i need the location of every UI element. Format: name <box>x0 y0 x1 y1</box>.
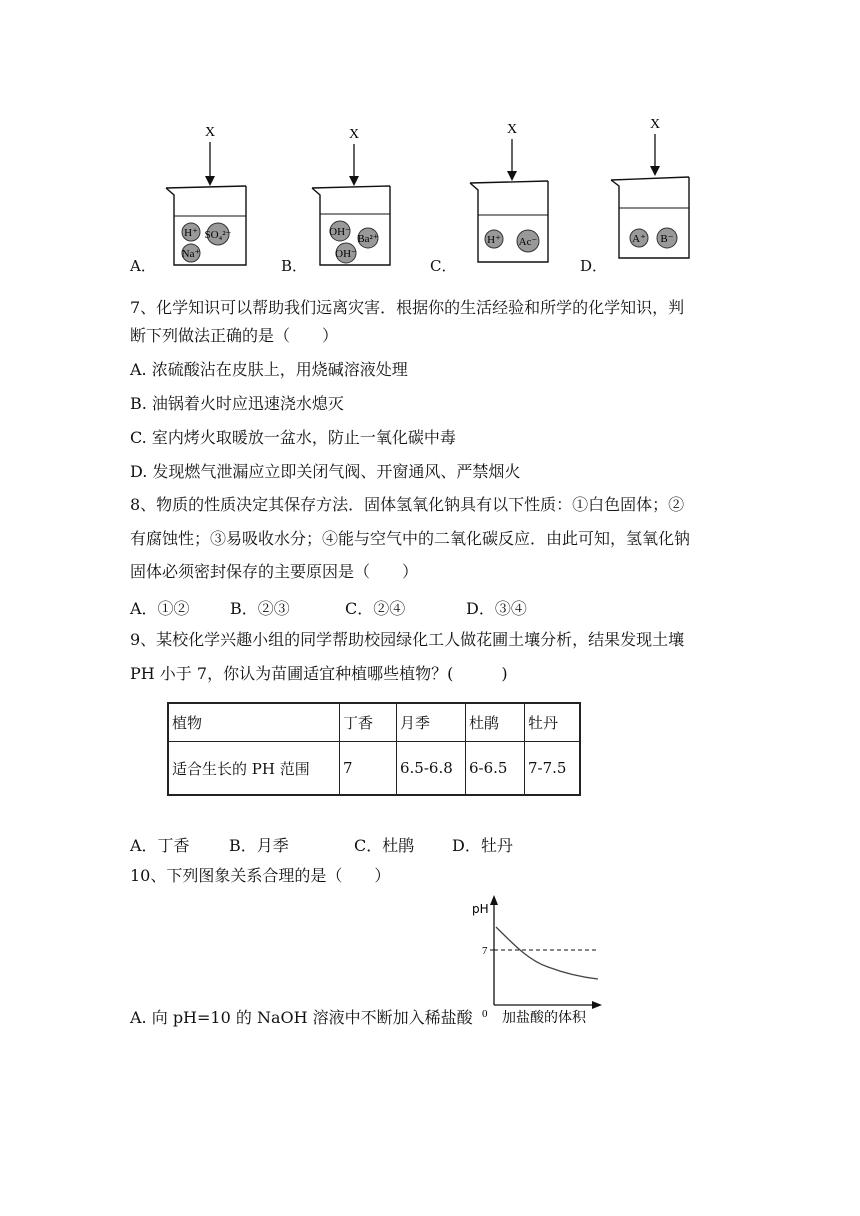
reagent-x-label: X <box>204 125 216 140</box>
q9-option-c: C．杜鹃 <box>354 836 415 855</box>
q10-option-a: A. 向 pH=10 的 NaOH 溶液中不断加入稀盐酸 <box>130 1008 473 1027</box>
ph-titration-graph <box>468 895 608 1030</box>
q8-stem-line3: 固体必须密封保存的主要原因是（ ） <box>130 562 419 581</box>
q6-beaker-d <box>607 110 707 260</box>
ref-tick-label: 7 <box>482 945 488 957</box>
table-row <box>168 742 580 796</box>
q7-option-a: A. 浓硫酸沾在皮肤上，用烧碱溶液处理 <box>130 360 408 379</box>
q6-beaker-a <box>160 120 260 275</box>
q7-option-d: D. 发现燃气泄漏应立即关闭气阀、开窗通风、严禁烟火 <box>130 462 521 481</box>
q7-stem-line2: 断下列做法正确的是（ ） <box>130 326 339 345</box>
origin-label: 0 <box>482 1008 488 1020</box>
q9-stem-line1: 9、某校化学兴趣小组的同学帮助校园绿化工人做花圃土壤分析，结果发现土壤 <box>130 630 685 649</box>
q9-option-d: D．牡丹 <box>452 836 513 855</box>
ion-label: Na⁺ <box>181 248 201 260</box>
q8-stem-line2: 有腐蚀性；③易吸收水分；④能与空气中的二氧化碳反应．由此可知，氢氧化钠 <box>130 529 691 548</box>
reagent-x-label: X <box>649 117 661 132</box>
q8-stem-line1: 8、物质的性质决定其保存方法．固体氢氧化钠具有以下性质：①白色固体；② <box>130 495 685 514</box>
q8-option-b: B．②③ <box>230 599 290 618</box>
reagent-x-label: X <box>348 127 360 142</box>
ion-label: Ba²⁺ <box>357 233 379 245</box>
table-cell: 杜鹃 <box>466 703 525 742</box>
q8-option-a: A．①② <box>130 599 190 618</box>
table-cell: 适合生长的 PH 范围 <box>168 742 340 796</box>
q7-option-b: B. 油锅着火时应迅速浇水熄灭 <box>130 394 344 413</box>
table-cell: 6.5-6.8 <box>397 742 466 796</box>
q6-beaker-b <box>306 120 406 275</box>
table-cell: 7-7.5 <box>525 742 581 796</box>
ion-label: A⁺ <box>632 233 646 245</box>
table-cell: 植物 <box>168 703 340 742</box>
q6-option-d-label: D． <box>580 257 608 275</box>
ion-label: H⁺ <box>487 234 501 246</box>
q9-option-a: A．丁香 <box>130 836 190 855</box>
table-cell: 牡丹 <box>525 703 581 742</box>
q7-stem-line1: 7、化学知识可以帮助我们远离灾害．根据你的生活经验和所学的化学知识，判 <box>130 298 685 317</box>
ion-label: OH⁻ <box>335 248 357 260</box>
table-cell: 6-6.5 <box>466 742 525 796</box>
q9-option-b: B．月季 <box>229 836 289 855</box>
q9-stem-line2: PH 小于 7，你认为苗圃适宜种植哪些植物？( ) <box>130 664 508 683</box>
q7-option-c: C. 室内烤火取暖放一盆水，防止一氧化碳中毒 <box>130 428 456 447</box>
q6-option-a-label: A． <box>130 257 156 275</box>
x-axis-label: 加盐酸的体积 <box>502 1010 586 1026</box>
y-axis-label: pH <box>472 902 489 916</box>
table-cell: 丁香 <box>340 703 397 742</box>
ion-label: B⁻ <box>660 233 674 245</box>
q6-option-b-label: B． <box>281 257 308 275</box>
q6-option-c-label: C． <box>430 257 457 275</box>
reagent-x-label: X <box>506 122 518 137</box>
ion-label: SO₄²⁻ <box>204 229 232 241</box>
q8-option-d: D．③④ <box>466 599 527 618</box>
ion-label: H⁺ <box>184 227 198 239</box>
table-cell: 7 <box>340 742 397 796</box>
q8-option-c: C．②④ <box>345 599 406 618</box>
table-header-row <box>168 703 580 742</box>
q10-stem: 10、下列图象关系合理的是（ ） <box>130 866 391 885</box>
table-cell: 月季 <box>397 703 466 742</box>
ion-label: Ac⁻ <box>518 236 538 248</box>
ion-label: OH⁻ <box>329 226 351 238</box>
q6-beaker-c <box>464 115 564 265</box>
plant-ph-table <box>167 702 581 796</box>
